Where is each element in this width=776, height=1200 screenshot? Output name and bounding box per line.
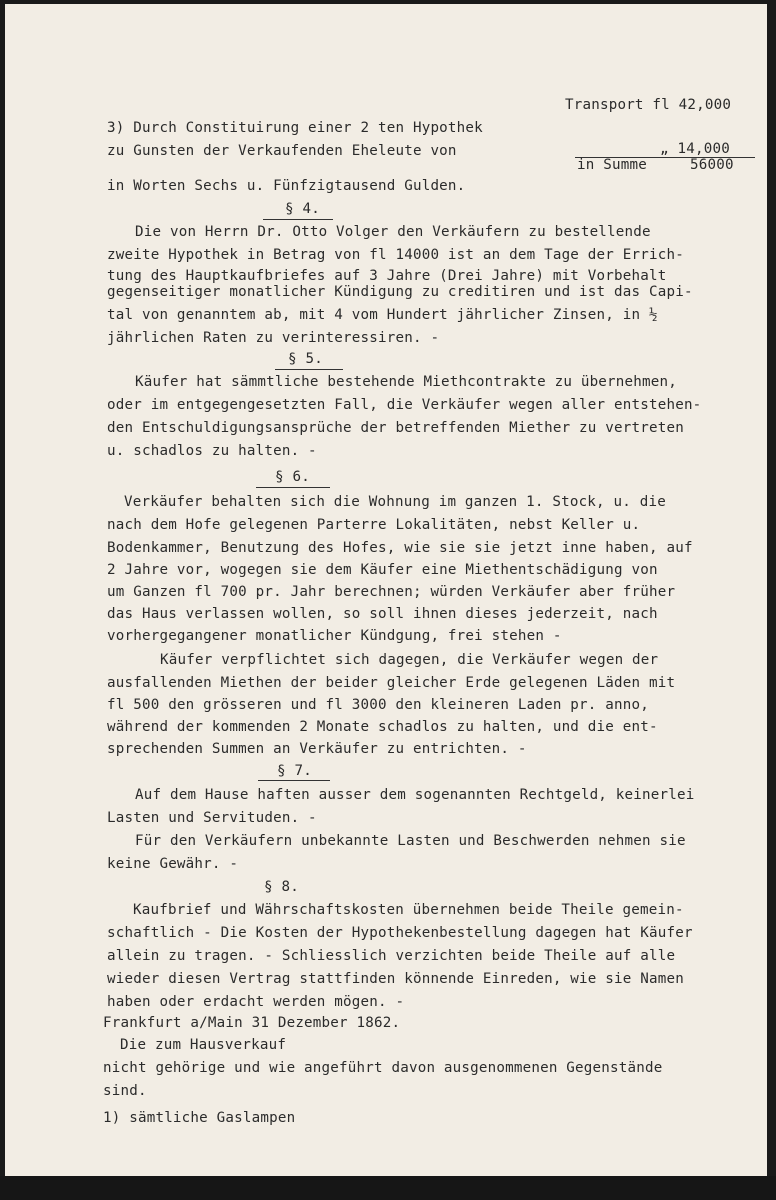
section-8-line: allein zu tragen. - Schliesslich verzichten beide Theile auf alle: [107, 948, 676, 964]
section-6-heading: § 6.: [275, 469, 310, 485]
section-6-line: um Ganzen fl 700 pr. Jahr berechnen; würden Verkäufer aber früher: [107, 584, 676, 600]
section-5-underline: [275, 369, 343, 370]
appendix-line: sind.: [103, 1083, 147, 1099]
section-6-line: nach dem Hofe gelegenen Parterre Lokalitäten, nebst Keller u.: [107, 517, 641, 533]
appendix-line: Die zum Hausverkauf: [120, 1037, 287, 1053]
section-7-line: Für den Verkäufern unbekannte Lasten und Beschwerden nehmen sie: [135, 833, 686, 849]
section-6-line: das Haus verlassen wollen, so soll ihnen dieses jederzeit, nach: [107, 606, 658, 622]
section-4-underline: [263, 219, 333, 220]
second-mortgage-line-2: zu Gunsten der Verkaufenden Eheleute von: [107, 143, 457, 159]
section-4-line: Die von Herrn Dr. Otto Volger den Verkäufern zu bestellende: [135, 224, 651, 240]
section-6-line: vorhergegangener monatlicher Kündgung, frei stehen -: [107, 628, 562, 644]
section-6-line: ausfallenden Miethen der beider gleicher Erde gelegenen Läden mit: [107, 675, 676, 691]
section-7-heading: § 7.: [277, 763, 312, 779]
section-6-underline: [256, 487, 330, 488]
appendix-line: 1) sämtliche Gaslampen: [103, 1110, 296, 1126]
section-4-line: gegenseitiger monatlicher Kündigung zu creditiren und ist das Capi-: [107, 284, 693, 300]
transport-amount: Transport fl 42,000: [565, 97, 732, 113]
section-6-line: fl 500 den grösseren und fl 3000 den kleineren Laden pr. anno,: [107, 697, 649, 713]
amount-in-words: in Worten Sechs u. Fünfzigtausend Gulden.: [107, 178, 466, 194]
added-amount: „ 14,000: [660, 141, 730, 157]
page-background-edge: [0, 1176, 776, 1200]
section-4-line: tal von genanntem ab, mit 4 vom Hundert jährlicher Zinsen, in ½: [107, 307, 658, 323]
section-5-line: u. schadlos zu halten. -: [107, 443, 317, 459]
second-mortgage-line-1: 3) Durch Constituirung einer 2 ten Hypothek: [107, 120, 483, 136]
section-4-line: tung des Hauptkaufbriefes auf 3 Jahre (Drei Jahre) mit Vorbehalt: [107, 268, 667, 284]
section-8-line: schaftlich - Die Kosten der Hypothekenbestellung dagegen hat Käufer: [107, 925, 693, 941]
section-7-line: Auf dem Hause haften ausser dem sogenannten Rechtgeld, keinerlei: [135, 787, 695, 803]
section-5-heading: § 5.: [288, 351, 323, 367]
sum-label: in Summe: [577, 157, 647, 173]
section-7-line: keine Gewähr. -: [107, 856, 239, 872]
section-4-line: zweite Hypothek in Betrag von fl 14000 ist an dem Tage der Errich-: [107, 247, 684, 263]
section-5-line: oder im entgegengesetzten Fall, die Verkäufer wegen aller entstehen-: [107, 397, 702, 413]
section-5-line: den Entschuldigungsansprüche der betreffenden Miether zu vertreten: [107, 420, 684, 436]
section-4-heading: § 4.: [285, 201, 320, 217]
section-5-line: Käufer hat sämmtliche bestehende Miethcontrakte zu übernehmen,: [135, 374, 677, 390]
section-8-line: haben oder erdacht werden mögen. -: [107, 994, 405, 1010]
section-6-line: Käufer verpflichtet sich dagegen, die Verkäufer wegen der: [160, 652, 659, 668]
section-8-line: wieder diesen Vertrag stattfinden könnende Einreden, wie sie Namen: [107, 971, 684, 987]
section-7-underline: [258, 780, 330, 781]
sum-value: 56000: [690, 157, 734, 173]
section-4-line: jährlichen Raten zu verinteressiren. -: [107, 330, 440, 346]
section-7-line: Lasten und Servituden. -: [107, 810, 317, 826]
section-6-line: 2 Jahre vor, wogegen sie dem Käufer eine Miethentschädigung von: [107, 562, 658, 578]
place-and-date: Frankfurt a/Main 31 Dezember 1862.: [103, 1015, 401, 1031]
section-6-line: sprechenden Summen an Verkäufer zu entrichten. -: [107, 741, 527, 757]
appendix-line: nicht gehörige und wie angeführt davon ausgenommenen Gegenstände: [103, 1060, 663, 1076]
section-6-line: während der kommenden 2 Monate schadlos zu halten, und die ent-: [107, 719, 658, 735]
section-6-line: Verkäufer behalten sich die Wohnung im ganzen 1. Stock, u. die: [124, 494, 666, 510]
section-6-line: Bodenkammer, Benutzung des Hofes, wie sie sie jetzt inne haben, auf: [107, 540, 693, 556]
section-8-line: Kaufbrief und Währschaftskosten übernehmen beide Theile gemein-: [133, 902, 684, 918]
section-8-heading: § 8.: [264, 879, 299, 895]
